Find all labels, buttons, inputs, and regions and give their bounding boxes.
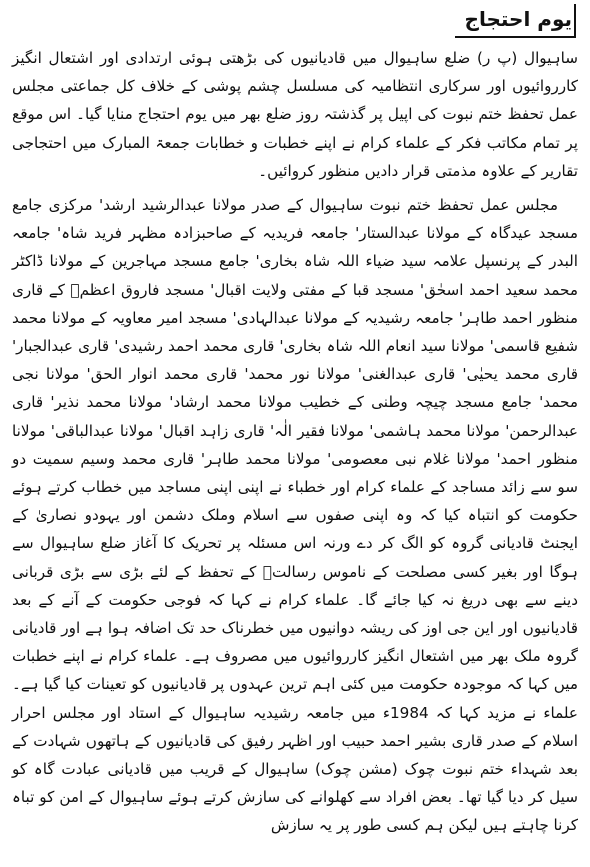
article-paragraph-1: ساہیوال (پ ر) ضلع ساہیوال میں قادیانیوں کی بڑھتی ہوئی ارتدادی اور اشتعال انگیز کارروائیوں اور سرکاری انتظامیہ کی مسلسل چشم پوشی کے خلاف کل جماعتی مجلس عمل تحفظ ختم نبوت کی اپیل پر گذشتہ روز ضلع بھر میں یوم احتجاج منایا گیا۔ اس موقع پر تمام مکاتب فکر کے علماء کرام نے اپنے خطبات و خطابات جمعۃ المبارک میں احتجاجی تقاریر کے علاوہ مذمتی قرار دادیں منظور کروائیں۔ (12, 49, 578, 180)
article-paragraph-2: مجلس عمل تحفظ ختم نبوت ساہیوال کے صدر مولانا عبدالرشید ارشد' مرکزی جامع مسجد عیدگاہ کے مولانا عبدالستار' جامعہ فریدیہ کے صاحبزادہ مظہر فرید شاہ' جامعہ البدر کے پرنسپل علامہ سید ضیاء اللہ شاہ بخاری' جامع مسجد مہاجرین کے مولانا ڈاکٹر محمد سعید احمد اسحٰق' مسجد قبا کے مفتی ولایت اقبال' مسجد فاروق اعظمؓ کے قاری منظور احمد طاہر' جامعہ رشیدیہ کے مولانا عبدالہادی' مسجد امیر معاویہ کے مولانا محمد شفیع قاسمی' مولانا سید انعام اللہ شاہ بخاری' قاری محمد احمد رشیدی' قاری عبدالجبار' قاری محمد یحیٰی' قاری عبدالغنی' مولانا نور محمد' قاری محمد انوار الحق' مولانا نجی محمد' جامع مسجد چیچہ وطنی کے خطیب مولانا محمد ارشاد' مولانا محمد نذیر' قاری عبدالرحمن' مولانا محمد ہاشمی' مولانا فقیر الٰہ' قاری زاہد اقبال' مولانا عبدالباقی' مولانا منظور احمد' مولانا غلام نبی معصومی' مولانا محمد طاہر' قاری محمد وسیم سمیت دو سو سے زائد مساجد کے علماء کرام اور خطباء نے اپنی اپنی مساجد میں خطاب کرتے ہوئے حکومت کو انتباہ کیا کہ وہ اپنی صفوں سے اسلام وملک دشمن اور یہودو نصاریٰ کے ایجنٹ قادیانی گروہ کو الگ کر دے ورنہ اس مسئلہ پر تحریک کا آغاز ضلع ساہیوال سے ہوگا اور بغیر کسی مصلحت کے ناموس رسالتؐ کے تحفظ کے لئے بڑی سے بڑی قربانی دینے سے بھی دریغ نہ کیا جائے گا۔ علماء کرام نے کہا کہ فوجی حکومت کے آنے کے بعد قادیانیوں اور این جی اوز کی ریشہ دوانیوں میں خطرناک حد تک اضافہ ہوا ہے اور قادیانی گروہ ملک بھر میں اشتعال انگیز کارروائیوں میں مصروف ہے۔ علماء کرام نے اپنے خطبات میں کہا کہ موجودہ حکومت میں کئی اہم ترین عہدوں پر قادیانیوں کو تعینات کیا گیا ہے۔ علماء نے مزید کہا کہ 1984ء میں جامعہ رشیدیہ ساہیوال کے استاد اور مجلس احرار اسلام کے صدر قاری بشیر احمد حبیب اور اظہر رفیق کی قادیانیوں کے ہاتھوں شہادت کے بعد شہداء ختم نبوت چوک (مشن چوک) ساہیوال کے قریب میں قادیانی عبادت گاہ کو سیل کر دیا گیا تھا۔ بعض افراد سے کھلوانے کی سازش کرتے ہوئے ساہیوال کے امن کو تباہ کرنا چاہتے ہیں لیکن ہم کسی طور پر یہ سازش (12, 196, 578, 835)
article-title: یوم احتجاج (455, 4, 576, 38)
